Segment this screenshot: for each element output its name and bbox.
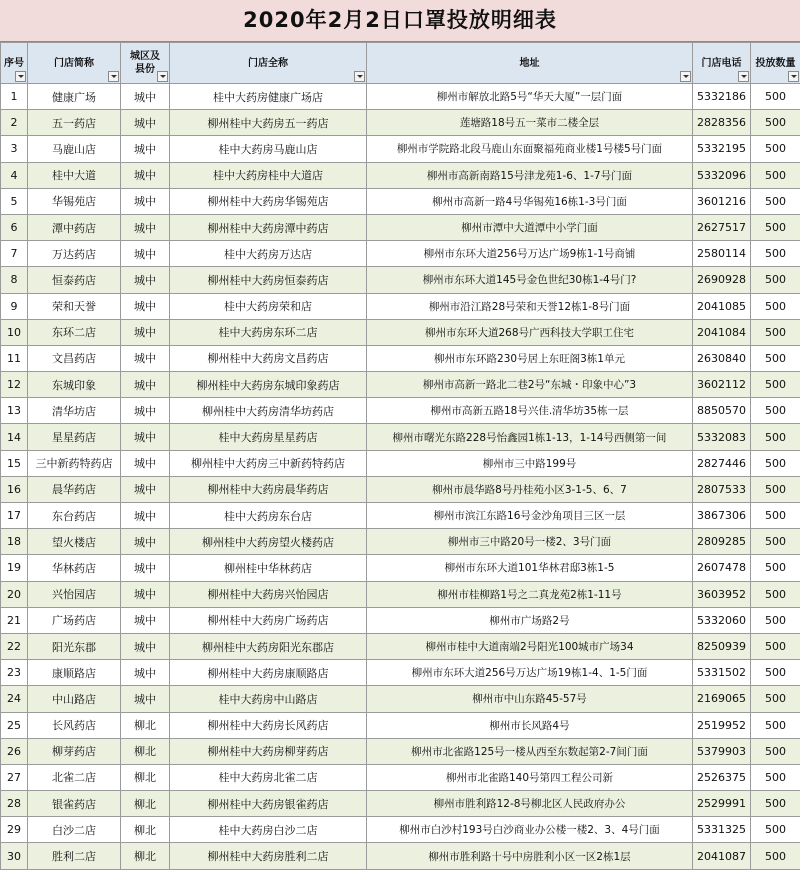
cell-phone[interactable]: 5332083 bbox=[693, 424, 751, 450]
cell-quantity[interactable]: 500 bbox=[751, 293, 800, 319]
header-seq: 序号 bbox=[1, 43, 28, 84]
cell-short-name[interactable]: 潭中药店 bbox=[28, 214, 121, 240]
table-row bbox=[1, 817, 800, 843]
cell-short-name[interactable]: 健康广场 bbox=[28, 84, 121, 110]
cell-phone[interactable]: 2630840 bbox=[693, 345, 751, 371]
cell-district[interactable]: 城中 bbox=[121, 110, 170, 136]
table-row bbox=[1, 188, 800, 214]
cell-address[interactable]: 柳州市高新南路15号津龙苑1-6、1-7号门面 bbox=[367, 162, 693, 188]
cell-quantity[interactable]: 500 bbox=[751, 503, 800, 529]
cell-short-name[interactable]: 五一药店 bbox=[28, 110, 121, 136]
cell-address[interactable]: 柳州市东环大道268号广西科技大学职工住宅 bbox=[367, 319, 693, 345]
cell-short-name[interactable]: 晨华药店 bbox=[28, 476, 121, 502]
cell-phone[interactable]: 2828356 bbox=[693, 110, 751, 136]
cell-address[interactable]: 柳州市东环路230号居上东旺阁3栋1单元 bbox=[367, 345, 693, 371]
cell-address[interactable]: 柳州市北雀路125号一楼从西至东数起第2-7间门面 bbox=[367, 738, 693, 764]
cell-phone[interactable]: 5331502 bbox=[693, 660, 751, 686]
cell-seq[interactable]: 17 bbox=[1, 503, 28, 529]
filter-dropdown-icon[interactable] bbox=[788, 71, 799, 82]
cell-short-name[interactable]: 恒泰药店 bbox=[28, 267, 121, 293]
cell-short-name[interactable]: 中山路店 bbox=[28, 686, 121, 712]
cell-short-name[interactable]: 兴怡园店 bbox=[28, 581, 121, 607]
header-district: 城区及 县份 bbox=[121, 43, 170, 84]
cell-quantity[interactable]: 500 bbox=[751, 214, 800, 240]
cell-short-name[interactable]: 阳光东郡 bbox=[28, 633, 121, 659]
cell-phone[interactable]: 8850570 bbox=[693, 398, 751, 424]
cell-quantity[interactable]: 500 bbox=[751, 188, 800, 214]
table-row bbox=[1, 607, 800, 633]
table-row bbox=[1, 712, 800, 738]
cell-seq[interactable]: 21 bbox=[1, 607, 28, 633]
filter-dropdown-icon[interactable] bbox=[157, 71, 168, 82]
cell-seq[interactable]: 20 bbox=[1, 581, 28, 607]
cell-short-name[interactable]: 东环二店 bbox=[28, 319, 121, 345]
cell-phone[interactable]: 3603952 bbox=[693, 581, 751, 607]
filter-dropdown-icon[interactable] bbox=[15, 71, 26, 82]
cell-seq[interactable]: 15 bbox=[1, 450, 28, 476]
cell-short-name[interactable]: 华林药店 bbox=[28, 555, 121, 581]
cell-full-name[interactable]: 柳州桂中大药房三中新药特药店 bbox=[170, 450, 367, 476]
cell-address[interactable]: 柳州市桂中大道南端2号阳光100城市广场34 bbox=[367, 633, 693, 659]
table-row bbox=[1, 529, 800, 555]
cell-quantity[interactable]: 500 bbox=[751, 84, 800, 110]
cell-full-name[interactable]: 柳州桂中大药房阳光东郡店 bbox=[170, 633, 367, 659]
cell-district[interactable]: 城中 bbox=[121, 162, 170, 188]
cell-quantity[interactable]: 500 bbox=[751, 791, 800, 817]
cell-phone[interactable]: 5332096 bbox=[693, 162, 751, 188]
table-row bbox=[1, 581, 800, 607]
cell-phone[interactable]: 5332195 bbox=[693, 136, 751, 162]
cell-district[interactable]: 城中 bbox=[121, 136, 170, 162]
table-row bbox=[1, 738, 800, 764]
cell-short-name[interactable]: 柳芽药店 bbox=[28, 738, 121, 764]
cell-phone[interactable]: 2041087 bbox=[693, 843, 751, 869]
cell-district[interactable]: 城中 bbox=[121, 398, 170, 424]
cell-full-name[interactable]: 柳州桂中大药房长风药店 bbox=[170, 712, 367, 738]
cell-quantity[interactable]: 500 bbox=[751, 633, 800, 659]
cell-short-name[interactable]: 东城印象 bbox=[28, 372, 121, 398]
cell-quantity[interactable]: 500 bbox=[751, 607, 800, 633]
cell-short-name[interactable]: 康顺路店 bbox=[28, 660, 121, 686]
table-row bbox=[1, 372, 800, 398]
cell-full-name[interactable]: 柳州桂中大药房柳芽药店 bbox=[170, 738, 367, 764]
cell-address[interactable]: 柳州市高新一路4号华锡苑16栋1-3号门面 bbox=[367, 188, 693, 214]
cell-district[interactable]: 城中 bbox=[121, 372, 170, 398]
cell-full-name[interactable]: 柳州桂中大药房银雀药店 bbox=[170, 791, 367, 817]
cell-seq[interactable]: 16 bbox=[1, 476, 28, 502]
cell-quantity[interactable]: 500 bbox=[751, 581, 800, 607]
cell-full-name[interactable]: 柳州桂中大药房胜利二店 bbox=[170, 843, 367, 869]
cell-quantity[interactable]: 500 bbox=[751, 764, 800, 790]
cell-seq[interactable]: 30 bbox=[1, 843, 28, 869]
cell-address[interactable]: 柳州市潭中大道潭中小学门面 bbox=[367, 214, 693, 240]
cell-phone[interactable]: 5331325 bbox=[693, 817, 751, 843]
cell-seq[interactable]: 3 bbox=[1, 136, 28, 162]
table-row bbox=[1, 686, 800, 712]
cell-seq[interactable]: 9 bbox=[1, 293, 28, 319]
header-address: 地址 bbox=[367, 43, 693, 84]
cell-full-name[interactable]: 柳州桂中华林药店 bbox=[170, 555, 367, 581]
cell-quantity[interactable]: 500 bbox=[751, 398, 800, 424]
cell-quantity[interactable]: 500 bbox=[751, 712, 800, 738]
cell-seq[interactable]: 25 bbox=[1, 712, 28, 738]
cell-full-name[interactable]: 桂中大药房东环二店 bbox=[170, 319, 367, 345]
cell-address[interactable]: 柳州市三中路199号 bbox=[367, 450, 693, 476]
cell-seq[interactable]: 29 bbox=[1, 817, 28, 843]
cell-short-name[interactable]: 华锡苑店 bbox=[28, 188, 121, 214]
table-row bbox=[1, 450, 800, 476]
cell-phone[interactable]: 8250939 bbox=[693, 633, 751, 659]
cell-full-name[interactable]: 柳州桂中大药房广场药店 bbox=[170, 607, 367, 633]
cell-phone[interactable]: 2041084 bbox=[693, 319, 751, 345]
cell-phone[interactable]: 2519952 bbox=[693, 712, 751, 738]
cell-phone[interactable]: 2627517 bbox=[693, 214, 751, 240]
table-row bbox=[1, 293, 800, 319]
cell-district[interactable]: 城中 bbox=[121, 686, 170, 712]
cell-district[interactable]: 城中 bbox=[121, 214, 170, 240]
cell-short-name[interactable]: 文昌药店 bbox=[28, 345, 121, 371]
cell-quantity[interactable]: 500 bbox=[751, 110, 800, 136]
cell-district[interactable]: 城中 bbox=[121, 84, 170, 110]
cell-district[interactable]: 柳北 bbox=[121, 791, 170, 817]
cell-quantity[interactable]: 500 bbox=[751, 817, 800, 843]
cell-full-name[interactable]: 桂中大药房东台店 bbox=[170, 503, 367, 529]
cell-quantity[interactable]: 500 bbox=[751, 686, 800, 712]
cell-seq[interactable]: 14 bbox=[1, 424, 28, 450]
cell-full-name[interactable]: 柳州桂中大药房晨华药店 bbox=[170, 476, 367, 502]
table-row bbox=[1, 555, 800, 581]
cell-quantity[interactable]: 500 bbox=[751, 555, 800, 581]
cell-full-name[interactable]: 桂中大药房中山路店 bbox=[170, 686, 367, 712]
cell-address[interactable]: 柳州市胜利路十号中房胜利小区一区2栋1层 bbox=[367, 843, 693, 869]
cell-full-name[interactable]: 桂中大药房桂中大道店 bbox=[170, 162, 367, 188]
cell-seq[interactable]: 2 bbox=[1, 110, 28, 136]
table-row bbox=[1, 503, 800, 529]
cell-short-name[interactable]: 荣和天誉 bbox=[28, 293, 121, 319]
cell-full-name[interactable]: 柳州桂中大药房华锡苑店 bbox=[170, 188, 367, 214]
table-row bbox=[1, 633, 800, 659]
cell-short-name[interactable]: 桂中大道 bbox=[28, 162, 121, 188]
cell-full-name[interactable]: 桂中大药房健康广场店 bbox=[170, 84, 367, 110]
cell-seq[interactable]: 26 bbox=[1, 738, 28, 764]
cell-address[interactable]: 柳州市曙光东路228号怡鑫园1栋1-13，1-14号西侧第一间 bbox=[367, 424, 693, 450]
cell-phone[interactable]: 2809285 bbox=[693, 529, 751, 555]
cell-address[interactable]: 柳州市东环大道101华林君邸3栋1-5 bbox=[367, 555, 693, 581]
cell-address[interactable]: 柳州市滨江东路16号金沙角项目三区一层 bbox=[367, 503, 693, 529]
cell-address[interactable]: 柳州市三中路20号一楼2、3号门面 bbox=[367, 529, 693, 555]
cell-district[interactable]: 城中 bbox=[121, 503, 170, 529]
cell-address[interactable]: 柳州市胜利路12-8号柳北区人民政府办公 bbox=[367, 791, 693, 817]
cell-district[interactable]: 城中 bbox=[121, 319, 170, 345]
table-row bbox=[1, 84, 800, 110]
cell-full-name[interactable]: 桂中大药房荣和店 bbox=[170, 293, 367, 319]
cell-phone[interactable]: 2607478 bbox=[693, 555, 751, 581]
table-row bbox=[1, 398, 800, 424]
cell-district[interactable]: 城中 bbox=[121, 450, 170, 476]
cell-district[interactable]: 城中 bbox=[121, 424, 170, 450]
cell-quantity[interactable]: 500 bbox=[751, 529, 800, 555]
cell-full-name[interactable]: 柳州桂中大药房东城印象药店 bbox=[170, 372, 367, 398]
cell-address[interactable]: 莲塘路18号五一菜市二楼全层 bbox=[367, 110, 693, 136]
cell-phone[interactable]: 2580114 bbox=[693, 241, 751, 267]
table-row bbox=[1, 476, 800, 502]
cell-address[interactable]: 柳州市高新五路18号兴佳.清华坊35栋一层 bbox=[367, 398, 693, 424]
cell-seq[interactable]: 28 bbox=[1, 791, 28, 817]
cell-district[interactable]: 城中 bbox=[121, 607, 170, 633]
cell-district[interactable]: 柳北 bbox=[121, 764, 170, 790]
cell-phone[interactable]: 5379903 bbox=[693, 738, 751, 764]
table-row bbox=[1, 319, 800, 345]
cell-quantity[interactable]: 500 bbox=[751, 319, 800, 345]
cell-district[interactable]: 城中 bbox=[121, 529, 170, 555]
cell-address[interactable]: 柳州市白沙村193号白沙商业办公楼一楼2、3、4号门面 bbox=[367, 817, 693, 843]
cell-phone[interactable]: 3602112 bbox=[693, 372, 751, 398]
cell-short-name[interactable]: 白沙二店 bbox=[28, 817, 121, 843]
table-row bbox=[1, 424, 800, 450]
cell-district[interactable]: 城中 bbox=[121, 633, 170, 659]
filter-dropdown-icon[interactable] bbox=[354, 71, 365, 82]
cell-district[interactable]: 城中 bbox=[121, 476, 170, 502]
cell-full-name[interactable]: 柳州桂中大药房兴怡园店 bbox=[170, 581, 367, 607]
cell-seq[interactable]: 22 bbox=[1, 633, 28, 659]
sheet-title: 2020年2月2日口罩投放明细表 bbox=[0, 0, 800, 42]
cell-full-name[interactable]: 柳州桂中大药房清华坊药店 bbox=[170, 398, 367, 424]
header-row bbox=[1, 43, 800, 84]
filter-dropdown-icon[interactable] bbox=[108, 71, 119, 82]
cell-seq[interactable]: 4 bbox=[1, 162, 28, 188]
cell-short-name[interactable]: 银雀药店 bbox=[28, 791, 121, 817]
cell-seq[interactable]: 11 bbox=[1, 345, 28, 371]
cell-district[interactable]: 城中 bbox=[121, 660, 170, 686]
cell-short-name[interactable]: 三中新药特药店 bbox=[28, 450, 121, 476]
cell-district[interactable]: 城中 bbox=[121, 345, 170, 371]
cell-short-name[interactable]: 清华坊店 bbox=[28, 398, 121, 424]
cell-full-name[interactable]: 柳州桂中大药房潭中药店 bbox=[170, 214, 367, 240]
cell-district[interactable]: 城中 bbox=[121, 188, 170, 214]
cell-quantity[interactable]: 500 bbox=[751, 843, 800, 869]
table-row bbox=[1, 110, 800, 136]
cell-short-name[interactable]: 广场药店 bbox=[28, 607, 121, 633]
table-row bbox=[1, 791, 800, 817]
cell-quantity[interactable]: 500 bbox=[751, 372, 800, 398]
table-row bbox=[1, 843, 800, 869]
cell-phone[interactable]: 3867306 bbox=[693, 503, 751, 529]
cell-phone[interactable]: 2827446 bbox=[693, 450, 751, 476]
cell-phone[interactable]: 2169065 bbox=[693, 686, 751, 712]
cell-address[interactable]: 柳州市桂柳路1号之二真龙苑2栋1-11号 bbox=[367, 581, 693, 607]
cell-seq[interactable]: 8 bbox=[1, 267, 28, 293]
cell-full-name[interactable]: 桂中大药房马鹿山店 bbox=[170, 136, 367, 162]
cell-address[interactable]: 柳州市长风路4号 bbox=[367, 712, 693, 738]
cell-seq[interactable]: 19 bbox=[1, 555, 28, 581]
cell-full-name[interactable]: 桂中大药房白沙二店 bbox=[170, 817, 367, 843]
cell-seq[interactable]: 13 bbox=[1, 398, 28, 424]
table-row bbox=[1, 162, 800, 188]
cell-quantity[interactable]: 500 bbox=[751, 476, 800, 502]
filter-dropdown-icon[interactable] bbox=[680, 71, 691, 82]
cell-seq[interactable]: 12 bbox=[1, 372, 28, 398]
cell-quantity[interactable]: 500 bbox=[751, 660, 800, 686]
cell-seq[interactable]: 10 bbox=[1, 319, 28, 345]
cell-district[interactable]: 城中 bbox=[121, 293, 170, 319]
cell-address[interactable]: 柳州市东环大道256号万达广场19栋1-4、1-5门面 bbox=[367, 660, 693, 686]
cell-district[interactable]: 柳北 bbox=[121, 712, 170, 738]
cell-phone[interactable]: 2529991 bbox=[693, 791, 751, 817]
cell-seq[interactable]: 23 bbox=[1, 660, 28, 686]
cell-short-name[interactable]: 万达药店 bbox=[28, 241, 121, 267]
cell-short-name[interactable]: 胜利二店 bbox=[28, 843, 121, 869]
cell-seq[interactable]: 5 bbox=[1, 188, 28, 214]
cell-seq[interactable]: 7 bbox=[1, 241, 28, 267]
cell-short-name[interactable]: 长风药店 bbox=[28, 712, 121, 738]
table-row bbox=[1, 660, 800, 686]
cell-quantity[interactable]: 500 bbox=[751, 267, 800, 293]
table-row bbox=[1, 136, 800, 162]
cell-address[interactable]: 柳州市东环大道256号万达广场9栋1-1号商铺 bbox=[367, 241, 693, 267]
cell-phone[interactable]: 2526375 bbox=[693, 764, 751, 790]
cell-full-name[interactable]: 柳州桂中大药房恒泰药店 bbox=[170, 267, 367, 293]
cell-quantity[interactable]: 500 bbox=[751, 136, 800, 162]
cell-address[interactable]: 柳州市高新一路北二巷2号“东城・印象中心”3 bbox=[367, 372, 693, 398]
cell-full-name[interactable]: 柳州桂中大药房五一药店 bbox=[170, 110, 367, 136]
cell-quantity[interactable]: 500 bbox=[751, 424, 800, 450]
cell-address[interactable]: 柳州市学院路北段马鹿山东面聚福苑商业楼1号楼5号门面 bbox=[367, 136, 693, 162]
cell-district[interactable]: 柳北 bbox=[121, 843, 170, 869]
cell-address[interactable]: 柳州市北雀路140号第四工程公司新 bbox=[367, 764, 693, 790]
table-row bbox=[1, 764, 800, 790]
table-row bbox=[1, 267, 800, 293]
cell-quantity[interactable]: 500 bbox=[751, 162, 800, 188]
cell-phone[interactable]: 2041085 bbox=[693, 293, 751, 319]
cell-full-name[interactable]: 柳州桂中大药房望火楼药店 bbox=[170, 529, 367, 555]
cell-address[interactable]: 柳州市中山东路45-57号 bbox=[367, 686, 693, 712]
cell-phone[interactable]: 5332186 bbox=[693, 84, 751, 110]
table-row bbox=[1, 214, 800, 240]
cell-district[interactable]: 城中 bbox=[121, 267, 170, 293]
header-phone: 门店电话 bbox=[693, 43, 751, 84]
cell-short-name[interactable]: 马鹿山店 bbox=[28, 136, 121, 162]
cell-district[interactable]: 城中 bbox=[121, 241, 170, 267]
cell-phone[interactable]: 2690928 bbox=[693, 267, 751, 293]
cell-full-name[interactable]: 柳州桂中大药房康顺路店 bbox=[170, 660, 367, 686]
cell-short-name[interactable]: 望火楼店 bbox=[28, 529, 121, 555]
cell-seq[interactable]: 6 bbox=[1, 214, 28, 240]
cell-quantity[interactable]: 500 bbox=[751, 241, 800, 267]
cell-full-name[interactable]: 柳州桂中大药房文昌药店 bbox=[170, 345, 367, 371]
cell-address[interactable]: 柳州市解放北路5号“华天大厦”一层门面 bbox=[367, 84, 693, 110]
cell-full-name[interactable]: 桂中大药房星星药店 bbox=[170, 424, 367, 450]
header-quantity: 投放数量 bbox=[751, 43, 800, 84]
table-row bbox=[1, 345, 800, 371]
cell-district[interactable]: 城中 bbox=[121, 555, 170, 581]
header-full-name: 门店全称 bbox=[170, 43, 367, 84]
cell-short-name[interactable]: 东台药店 bbox=[28, 503, 121, 529]
cell-district[interactable]: 柳北 bbox=[121, 817, 170, 843]
cell-seq[interactable]: 27 bbox=[1, 764, 28, 790]
cell-seq[interactable]: 18 bbox=[1, 529, 28, 555]
cell-full-name[interactable]: 桂中大药房万达店 bbox=[170, 241, 367, 267]
cell-short-name[interactable]: 星星药店 bbox=[28, 424, 121, 450]
cell-district[interactable]: 柳北 bbox=[121, 738, 170, 764]
cell-address[interactable]: 柳州市东环大道145号金色世纪30栋1-4号门? bbox=[367, 267, 693, 293]
header-short-name: 门店简称 bbox=[28, 43, 121, 84]
cell-quantity[interactable]: 500 bbox=[751, 738, 800, 764]
cell-quantity[interactable]: 500 bbox=[751, 450, 800, 476]
filter-dropdown-icon[interactable] bbox=[738, 71, 749, 82]
cell-phone[interactable]: 2807533 bbox=[693, 476, 751, 502]
cell-seq[interactable]: 1 bbox=[1, 84, 28, 110]
table-row bbox=[1, 241, 800, 267]
mask-distribution-table bbox=[0, 42, 800, 870]
cell-phone[interactable]: 3601216 bbox=[693, 188, 751, 214]
cell-address[interactable]: 柳州市沿江路28号荣和天誉12栋1-8号门面 bbox=[367, 293, 693, 319]
cell-address[interactable]: 柳州市广场路2号 bbox=[367, 607, 693, 633]
cell-quantity[interactable]: 500 bbox=[751, 345, 800, 371]
cell-full-name[interactable]: 桂中大药房北雀二店 bbox=[170, 764, 367, 790]
cell-phone[interactable]: 5332060 bbox=[693, 607, 751, 633]
cell-address[interactable]: 柳州市晨华路8号丹桂苑小区3-1-5、6、7 bbox=[367, 476, 693, 502]
cell-short-name[interactable]: 北雀二店 bbox=[28, 764, 121, 790]
cell-district[interactable]: 城中 bbox=[121, 581, 170, 607]
cell-seq[interactable]: 24 bbox=[1, 686, 28, 712]
